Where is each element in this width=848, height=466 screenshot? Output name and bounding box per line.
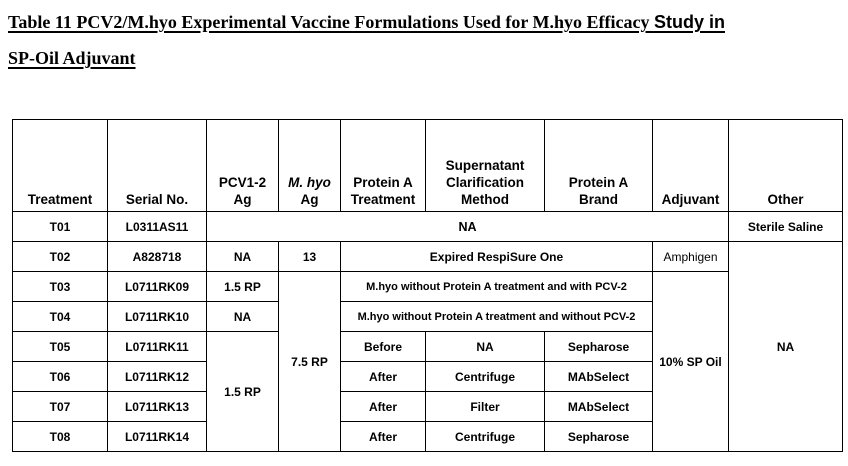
cell-adjuvant-merged: 10% SP Oil bbox=[653, 272, 729, 452]
cell-serial: L0711RK10 bbox=[108, 302, 207, 332]
table-row bbox=[13, 272, 843, 302]
cell-method: Centrifuge bbox=[426, 422, 545, 452]
header-protein-a-treatment: Protein A Treatment bbox=[341, 120, 426, 212]
title-line-1-sans: Study in bbox=[653, 12, 725, 32]
cell-protein-a: After bbox=[341, 392, 426, 422]
cell-brand: MAbSelect bbox=[545, 392, 653, 422]
cell-serial: L0711RK12 bbox=[108, 362, 207, 392]
cell-mhyo: 13 bbox=[279, 242, 341, 272]
header-mhyo-ag: M. hyo Ag bbox=[279, 120, 341, 212]
cell-treatment: T05 bbox=[13, 332, 108, 362]
cell-pcv-merged: 1.5 RP bbox=[207, 332, 279, 452]
title-line-1 bbox=[8, 12, 725, 32]
cell-protein-a: After bbox=[341, 362, 426, 392]
cell-merged-respisure: Expired RespiSure One bbox=[341, 242, 653, 272]
cell-treatment: T03 bbox=[13, 272, 108, 302]
table-row bbox=[13, 212, 843, 242]
vaccine-formulations-table bbox=[12, 119, 843, 452]
cell-brand: MAbSelect bbox=[545, 362, 653, 392]
cell-treatment: T02 bbox=[13, 242, 108, 272]
cell-serial: L0711RK09 bbox=[108, 272, 207, 302]
cell-serial: L0311AS11 bbox=[108, 212, 207, 242]
cell-other-merged: NA bbox=[729, 242, 843, 452]
cell-method: Filter bbox=[426, 392, 545, 422]
header-adjuvant: Adjuvant bbox=[653, 120, 729, 212]
cell-serial: L0711RK13 bbox=[108, 392, 207, 422]
cell-method: NA bbox=[426, 332, 545, 362]
header-supernatant-method: Supernatant Clarification Method bbox=[426, 120, 545, 212]
cell-serial: L0711RK11 bbox=[108, 332, 207, 362]
header-serial: Serial No. bbox=[108, 120, 207, 212]
cell-method: Centrifuge bbox=[426, 362, 545, 392]
cell-other: Sterile Saline bbox=[729, 212, 843, 242]
header-treatment: Treatment bbox=[13, 120, 108, 212]
cell-serial: A828718 bbox=[108, 242, 207, 272]
header-row bbox=[13, 120, 843, 212]
cell-pcv: NA bbox=[207, 302, 279, 332]
header-pcv-ag: PCV1-2 Ag bbox=[207, 120, 279, 212]
cell-merged-na: NA bbox=[207, 212, 729, 242]
cell-brand: Sepharose bbox=[545, 332, 653, 362]
title-line-2: SP-Oil Adjuvant bbox=[8, 48, 136, 68]
cell-treatment: T06 bbox=[13, 362, 108, 392]
cell-pcv: 1.5 RP bbox=[207, 272, 279, 302]
cell-treatment: T08 bbox=[13, 422, 108, 452]
cell-merged-description: M.hyo without Protein A treatment and without PCV-2 bbox=[341, 302, 653, 332]
cell-treatment: T04 bbox=[13, 302, 108, 332]
cell-merged-description: M.hyo without Protein A treatment and with PCV-2 bbox=[341, 272, 653, 302]
cell-mhyo-merged: 7.5 RP bbox=[279, 272, 341, 452]
cell-serial: L0711RK14 bbox=[108, 422, 207, 452]
header-protein-a-brand: Protein A Brand bbox=[545, 120, 653, 212]
cell-adjuvant: Amphigen bbox=[653, 242, 729, 272]
table-title bbox=[8, 4, 844, 76]
cell-protein-a: Before bbox=[341, 332, 426, 362]
cell-brand: Sepharose bbox=[545, 422, 653, 452]
cell-pcv: NA bbox=[207, 242, 279, 272]
title-line-1-serif: Table 11 PCV2/M.hyo Experimental Vaccine Formulations Used for M.hyo Efficacy bbox=[8, 12, 650, 32]
cell-treatment: T01 bbox=[13, 212, 108, 242]
header-other: Other bbox=[729, 120, 843, 212]
cell-treatment: T07 bbox=[13, 392, 108, 422]
table-row bbox=[13, 242, 843, 272]
cell-protein-a: After bbox=[341, 422, 426, 452]
